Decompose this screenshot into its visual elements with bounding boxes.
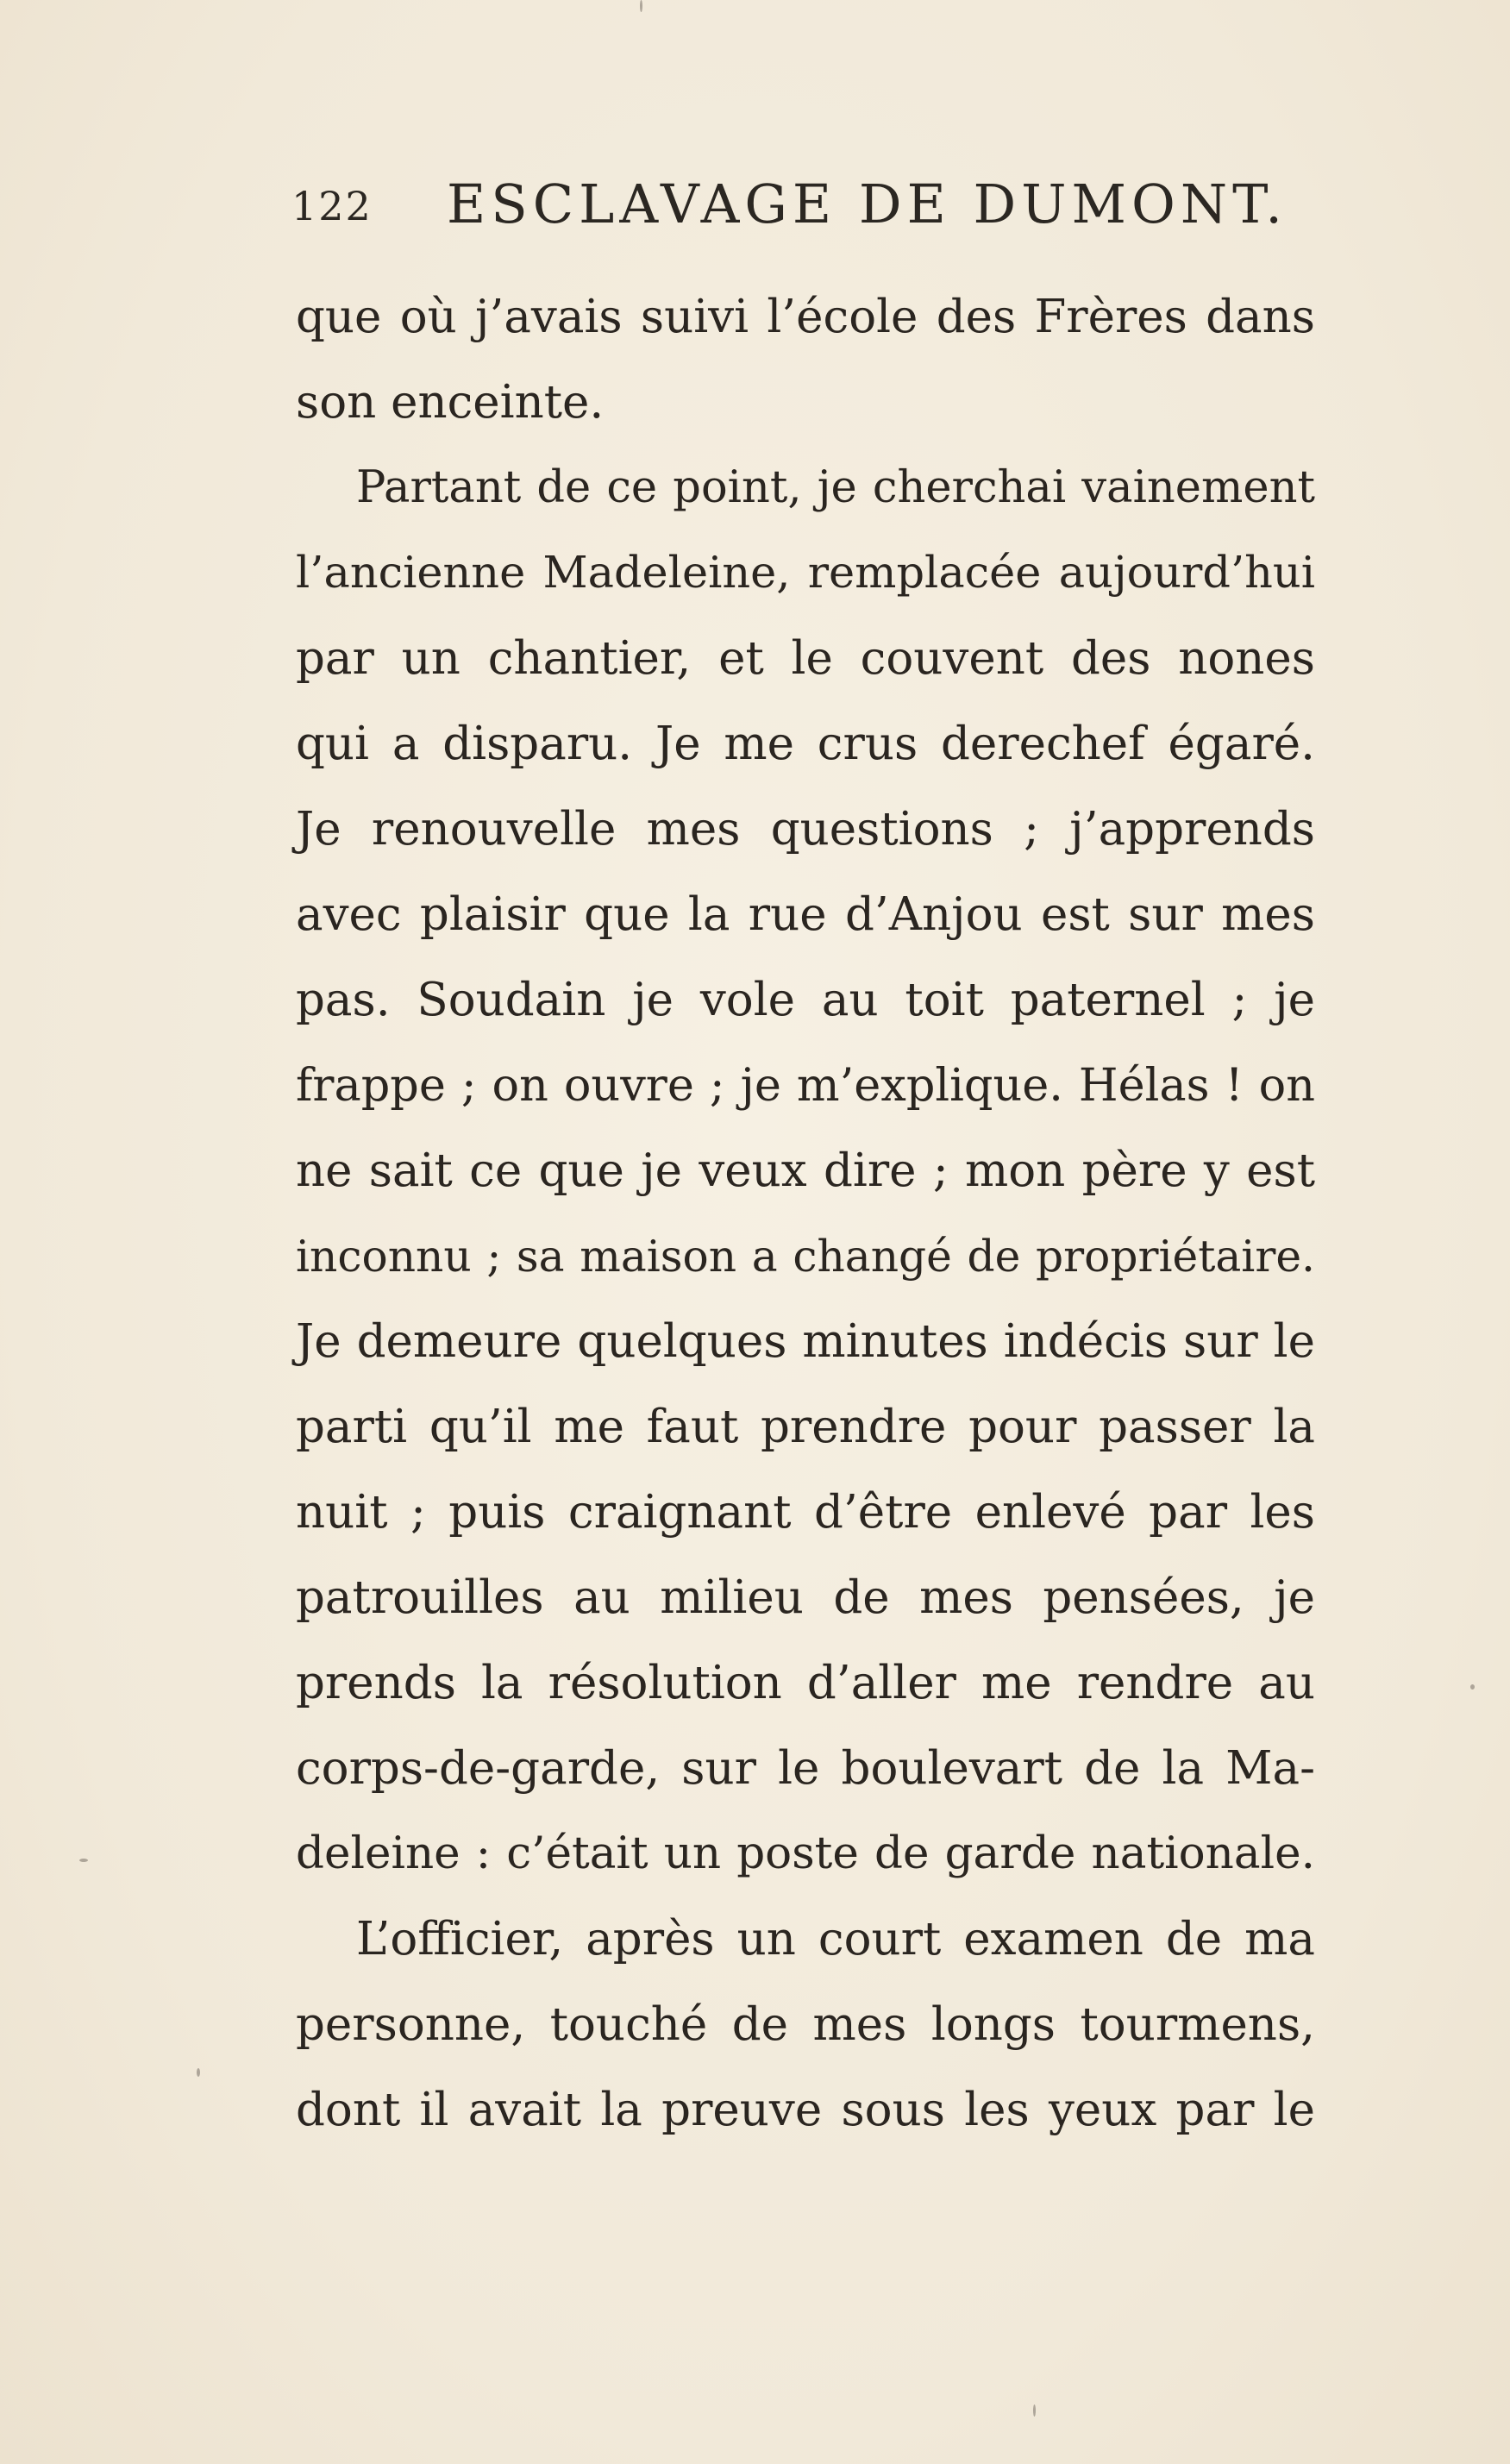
- paper-speck: [1470, 1684, 1475, 1690]
- text-line: L’officier, après un court examen de ma: [356, 1913, 1315, 1966]
- text-line: ne sait ce que je veux dire ; mon père y est: [296, 1144, 1315, 1197]
- text-line: pas. Soudain je vole au toit paternel ; je: [296, 974, 1315, 1026]
- body-text: [296, 274, 1315, 2153]
- text-line: prends la résolution d’aller me rendre au: [296, 1657, 1315, 1709]
- paper-speck: [79, 1859, 88, 1862]
- text-line: patrouilles au milieu de mes pensées, je: [296, 1571, 1315, 1624]
- text-line: parti qu’il me faut prendre pour passer la: [296, 1401, 1315, 1453]
- text-line: dont il avait la preuve sous les yeux par le: [296, 2084, 1315, 2136]
- text-line: Je demeure quelques minutes indécis sur le: [296, 1315, 1315, 1368]
- text-line: avec plaisir que la rue d’Anjou est sur mes: [296, 888, 1315, 941]
- text-line: qui a disparu. Je me crus derechef égaré.: [296, 718, 1315, 770]
- running-title: ESCLAVAGE DE DUMONT.: [447, 172, 1288, 235]
- text-line: frappe ; on ouvre ; je m’explique. Hélas ! on: [296, 1059, 1315, 1112]
- paper-speck: [197, 2068, 200, 2077]
- text-line: Je renouvelle mes questions ; j’apprends: [296, 803, 1315, 856]
- paper-speck: [1033, 2404, 1036, 2417]
- text-line: Partant de ce point, je cherchai vainement: [356, 462, 1315, 513]
- page-header: [291, 172, 1288, 241]
- text-line: corps-de-garde, sur le boulevart de la Ma-: [296, 1742, 1315, 1795]
- paper-speck: [640, 0, 642, 12]
- text-line: deleine : c’était un poste de garde nationale.: [296, 1828, 1315, 1879]
- text-line: son enceinte.: [296, 376, 605, 429]
- text-line: que où j’avais suivi l’école des Frères dans: [296, 291, 1315, 343]
- text-line: personne, touché de mes longs tourmens,: [296, 1998, 1315, 2051]
- text-line: par un chantier, et le couvent des nones: [296, 632, 1315, 685]
- text-line: l’ancienne Madeleine, remplacée aujourd’hui: [296, 548, 1315, 599]
- text-line: nuit ; puis craignant d’être enlevé par les: [296, 1486, 1315, 1539]
- text-line: inconnu ; sa maison a changé de propriétaire.: [296, 1231, 1315, 1282]
- page-number: 122: [291, 183, 373, 229]
